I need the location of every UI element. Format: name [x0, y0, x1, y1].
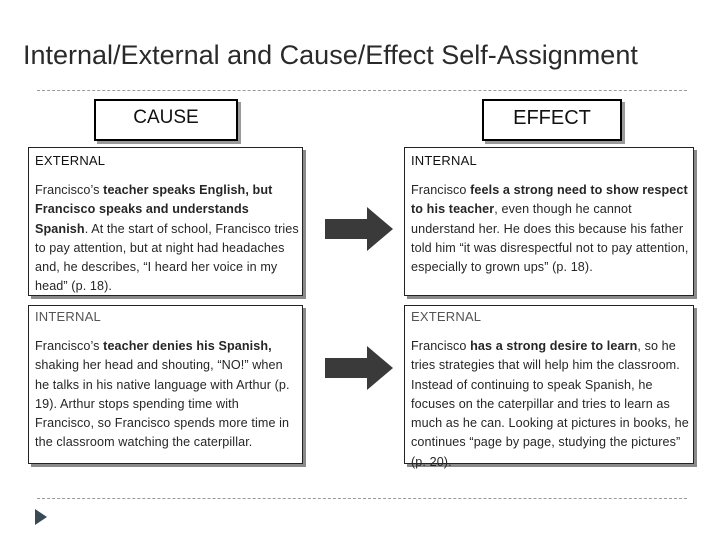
cause-header: CAUSE [94, 99, 238, 141]
row2-effect-label: EXTERNAL [411, 309, 482, 324]
row2-effect-text [411, 337, 691, 472]
right-arrow-icon [323, 344, 395, 392]
top-dashed-rule [37, 90, 687, 91]
row2-cause-label: INTERNAL [35, 309, 101, 324]
bold-phrase: feels a strong need to show respect to his teacher [411, 183, 688, 217]
effect-header: EFFECT [482, 99, 622, 141]
bottom-dashed-rule [37, 498, 687, 499]
text-run: Francisco’s [35, 183, 104, 197]
row1-effect-text [411, 181, 689, 277]
bold-phrase: teacher denies his Spanish, [103, 339, 272, 353]
play-triangle-icon [34, 508, 48, 526]
text-run: . At the start of school, Francisco tries to pay attention, but at night had headaches and, he describes, “I heard her voice in my head” (p. 18). [35, 221, 299, 294]
bold-phrase: teacher speaks English, but Francisco speaks and understands Spanish [35, 183, 273, 236]
row1-effect-label: INTERNAL [411, 153, 477, 168]
text-run: , so he tries strategies that will help him the classroom. Instead of continuing to speak Spanish, he focuses on the caterpillar and tries to learn as much as he can. Looking at pictures in books, he continues “page by page, studying the pictures” (p. 20). [411, 339, 689, 469]
row1-cause-label: EXTERNAL [35, 153, 106, 168]
row1-cause-text [35, 181, 299, 297]
right-arrow-icon [323, 205, 395, 253]
text-run: shaking her head and shouting, “NO!” when he talks in his native language with Arthur (p. 19). Arthur stops spending time with Francisco, so Francisco spends more time in the classroom watching the caterpillar. [35, 358, 290, 450]
text-run: , even though he cannot understand her. He does this because his father told him “it was disrespectful not to pay attention, especially to grown ups” (p. 18). [411, 202, 689, 275]
bold-phrase: has a strong desire to learn [470, 339, 638, 353]
text-run: Francisco [411, 183, 471, 197]
slide-title: Internal/External and Cause/Effect Self-Assignment [23, 40, 638, 70]
text-run: Francisco’s [35, 339, 104, 353]
text-run: Francisco [411, 339, 471, 353]
row2-cause-text [35, 337, 299, 453]
